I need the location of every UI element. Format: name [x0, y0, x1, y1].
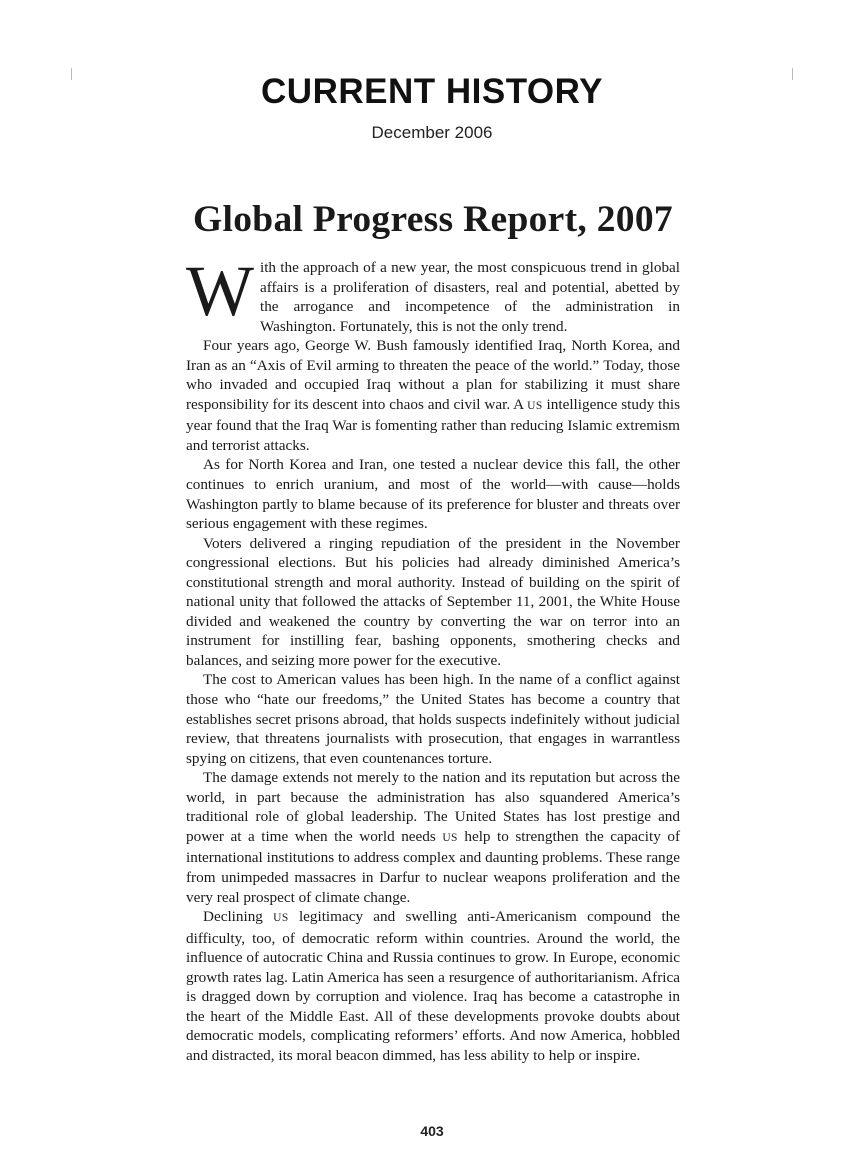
drop-cap: W	[186, 251, 254, 331]
page-number: 403	[420, 1123, 444, 1139]
paragraph-1: With the approach of a new year, the most conspicuous trend in global affairs is a proliferation of disasters, real and potential, abetted by the arrogance and incompetence of the administration in Washington. Fortunately, this is not the only trend.	[186, 251, 680, 335]
abbr-us: US	[442, 831, 458, 844]
paragraph-7: Declining US legitimacy and swelling anti-Americanism compound the difficulty, too, of democratic reform within countries. Around the world, the influence of autocratic China and Russia continues to grow. In Europe, economic growth rates lag. Latin America has seen a resurgence of authoritarianism. Africa is dragged down by corruption and violence. Iraq has become a catastrophe in the heart of the Middle East. All of these developments provoke doubts about democratic models, complicating reformers’ efforts. And now America, hobbled and distracted, its moral beacon dimmed, has less ability to help or inspire.	[186, 908, 681, 1064]
article-body	[186, 251, 681, 1065]
abbr-us: US	[273, 912, 289, 925]
paragraph-5: The cost to American values has been high. In the name of a conflict against those who “hate our freedoms,” the United States has become a country that establishes secret prisons abroad, that holds suspects indefinitely without judicial review, that threatens journalists with prosecution, that engages in warrantless spying on citizens, that even countenances torture.	[186, 671, 680, 767]
masthead-title: CURRENT HISTORY	[261, 72, 603, 111]
paragraph-6: The damage extends not merely to the nation and its reputation but across the world, in part because the administration has also squandered America’s traditional role of global leadership. The United States has lost prestige and power at a time when the world needs US help to strengthen the capacity of international institutions to address complex and daunting problems. These range from unimpeded massacres in Darfur to nuclear weapons proliferation and the very real prospect of climate change.	[186, 769, 680, 906]
article-title: Global Progress Report, 2007	[193, 199, 673, 240]
paragraph-4: Voters delivered a ringing repudiation of the president in the November congressional elections. But his policies had already diminished America’s constitutional strength and moral authority. Instead of building on the spirit of national unity that followed the attacks of September 11, 2001, the White House divided and weakened the country by converting the war on terror into an instrument for instilling fear, bashing opponents, smothering checks and balances, and seizing more power for the executive.	[186, 534, 680, 669]
paragraph-2: Four years ago, George W. Bush famously identified Iraq, North Korea, and Iran as an “Axis of Evil arming to threaten the peace of the world.” Today, those who invaded and occupied Iraq without a plan for stabilizing it must share responsibility for its descent into chaos and civil war. A US intelligence study this year found that the Iraq War is fomenting rather than reducing Islamic extremism and terrorist attacks.	[186, 337, 680, 454]
issue-date: December 2006	[371, 123, 493, 142]
paragraph-3: As for North Korea and Iran, one tested a nuclear device this fall, the other continues to enrich uranium, and most of the world—with cause—holds Washington partly to blame because of its preference for bluster and threats over serious engagement with these regimes.	[186, 456, 680, 533]
abbr-us: US	[527, 399, 543, 412]
